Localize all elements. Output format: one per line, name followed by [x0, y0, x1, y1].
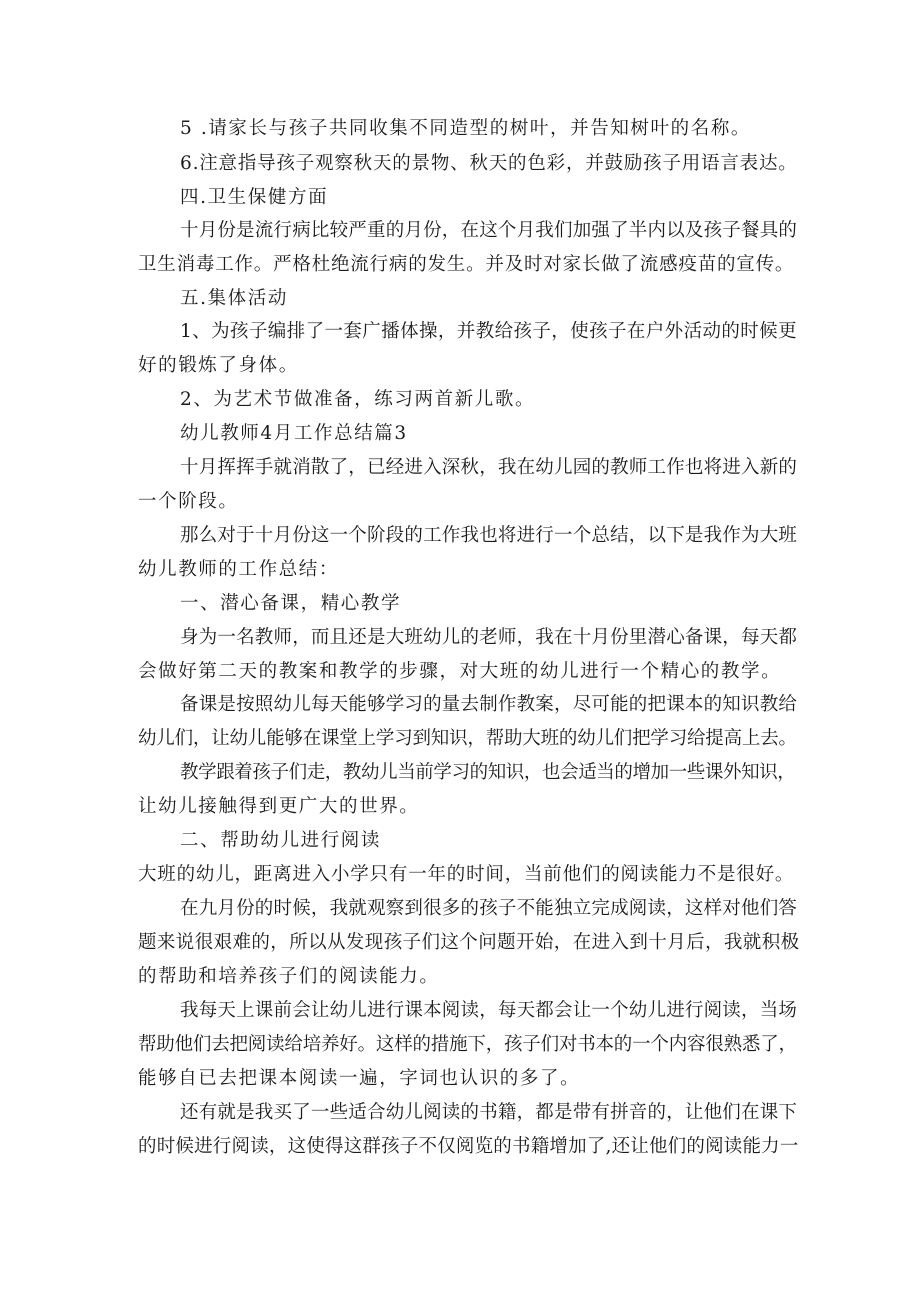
paragraph-line: 备课是按照幼儿每天能够学习的量去制作教案，尽可能的把课本的知识教给 [180, 694, 798, 715]
paragraph-line: 的帮助和培养孩子们的阅读能力。 [138, 966, 440, 987]
section-heading: 一、潜心备课，精心教学 [180, 593, 402, 614]
paragraph-line: 还有就是我买了一些适合幼儿阅读的书籍，都是带有拼音的，让他们在课下 [180, 1102, 798, 1123]
paragraph-line: 教学跟着孩子们走，教幼儿当前学习的知识，也会适当的增加一些课外知识， [180, 762, 796, 783]
article-title: 幼儿教师4月工作总结篇3 [180, 423, 408, 444]
paragraph-line: 会做好第二天的教案和教学的步骤，对大班的幼儿进行一个精心的教学。 [138, 661, 782, 682]
paragraph-line: 我每天上课前会让幼儿进行课本阅读，每天都会让一个幼儿进行阅读，当场 [180, 1000, 798, 1021]
paragraph-line: 身为一名教师，而且还是大班幼儿的老师，我在十月份里潜心备课，每天都 [180, 627, 798, 648]
paragraph-line: 在九月份的时候，我就观察到很多的孩子不能独立完成阅读，这样对他们答 [180, 898, 798, 919]
paragraph-line: 好的锻炼了身体。 [138, 355, 299, 376]
paragraph-line: 卫生消毒工作。严格杜绝流行病的发生。并及时对家长做了流感疫苗的宣传。 [138, 254, 795, 275]
paragraph-line: 5 .请家长与孩子共同收集不同造型的树叶，并告知树叶的名称。 [180, 118, 752, 139]
paragraph-line: 题来说很艰难的，所以从发现孩子们这个问题开始，在进入到十月后，我就积极 [138, 932, 800, 953]
paragraph-line: 一个阶段。 [138, 491, 239, 512]
paragraph-line: 十月份是流行病比较严重的月份，在这个月我们加强了半内以及孩子餐具的 [180, 220, 798, 241]
paragraph-line: 能够自已去把课本阅读一遍，字词也认识的多了。 [138, 1068, 581, 1089]
section-heading: 五.集体活动 [180, 288, 288, 309]
paragraph-line: 帮助他们去把阅读给培养好。这样的措施下，孩子们对书本的一个内容很熟悉了， [138, 1034, 797, 1055]
paragraph-line: 的时候进行阅读，这使得这群孩子不仅阅览的书籍增加了,还让他们的阅读能力一 [138, 1136, 799, 1157]
paragraph-line: 1、为孩子编排了一套广播体操，并教给孩子，使孩子在户外活动的时候更 [180, 321, 797, 342]
paragraph-line: 大班的幼儿，距离进入小学只有一年的时间，当前他们的阅读能力不是很好。 [138, 864, 795, 885]
paragraph-line: 6.注意指导孩子观察秋天的景物、秋天的色彩，并鼓励孩子用语言表达。 [180, 153, 798, 174]
paragraph-line: 幼儿们，让幼儿能够在课堂上学习到知识，帮助大班的幼儿们把学习给提高上去。 [138, 728, 797, 749]
section-heading: 二、帮助幼儿进行阅读 [180, 830, 382, 851]
paragraph-line: 让幼儿接触得到更广大的世界。 [138, 796, 420, 817]
paragraph-line: 十月挥挥手就消散了，已经进入深秋，我在幼儿园的教师工作也将进入新的 [180, 457, 798, 478]
section-heading: 四.卫生保健方面 [180, 187, 329, 208]
paragraph-line: 幼儿教师的工作总结： [138, 559, 340, 580]
paragraph-line: 2、为艺术节做准备，练习两首新儿歌。 [180, 389, 536, 410]
paragraph-line: 那么对于十月份这一个阶段的工作我也将进行一个总结，以下是我作为大班 [180, 525, 798, 546]
